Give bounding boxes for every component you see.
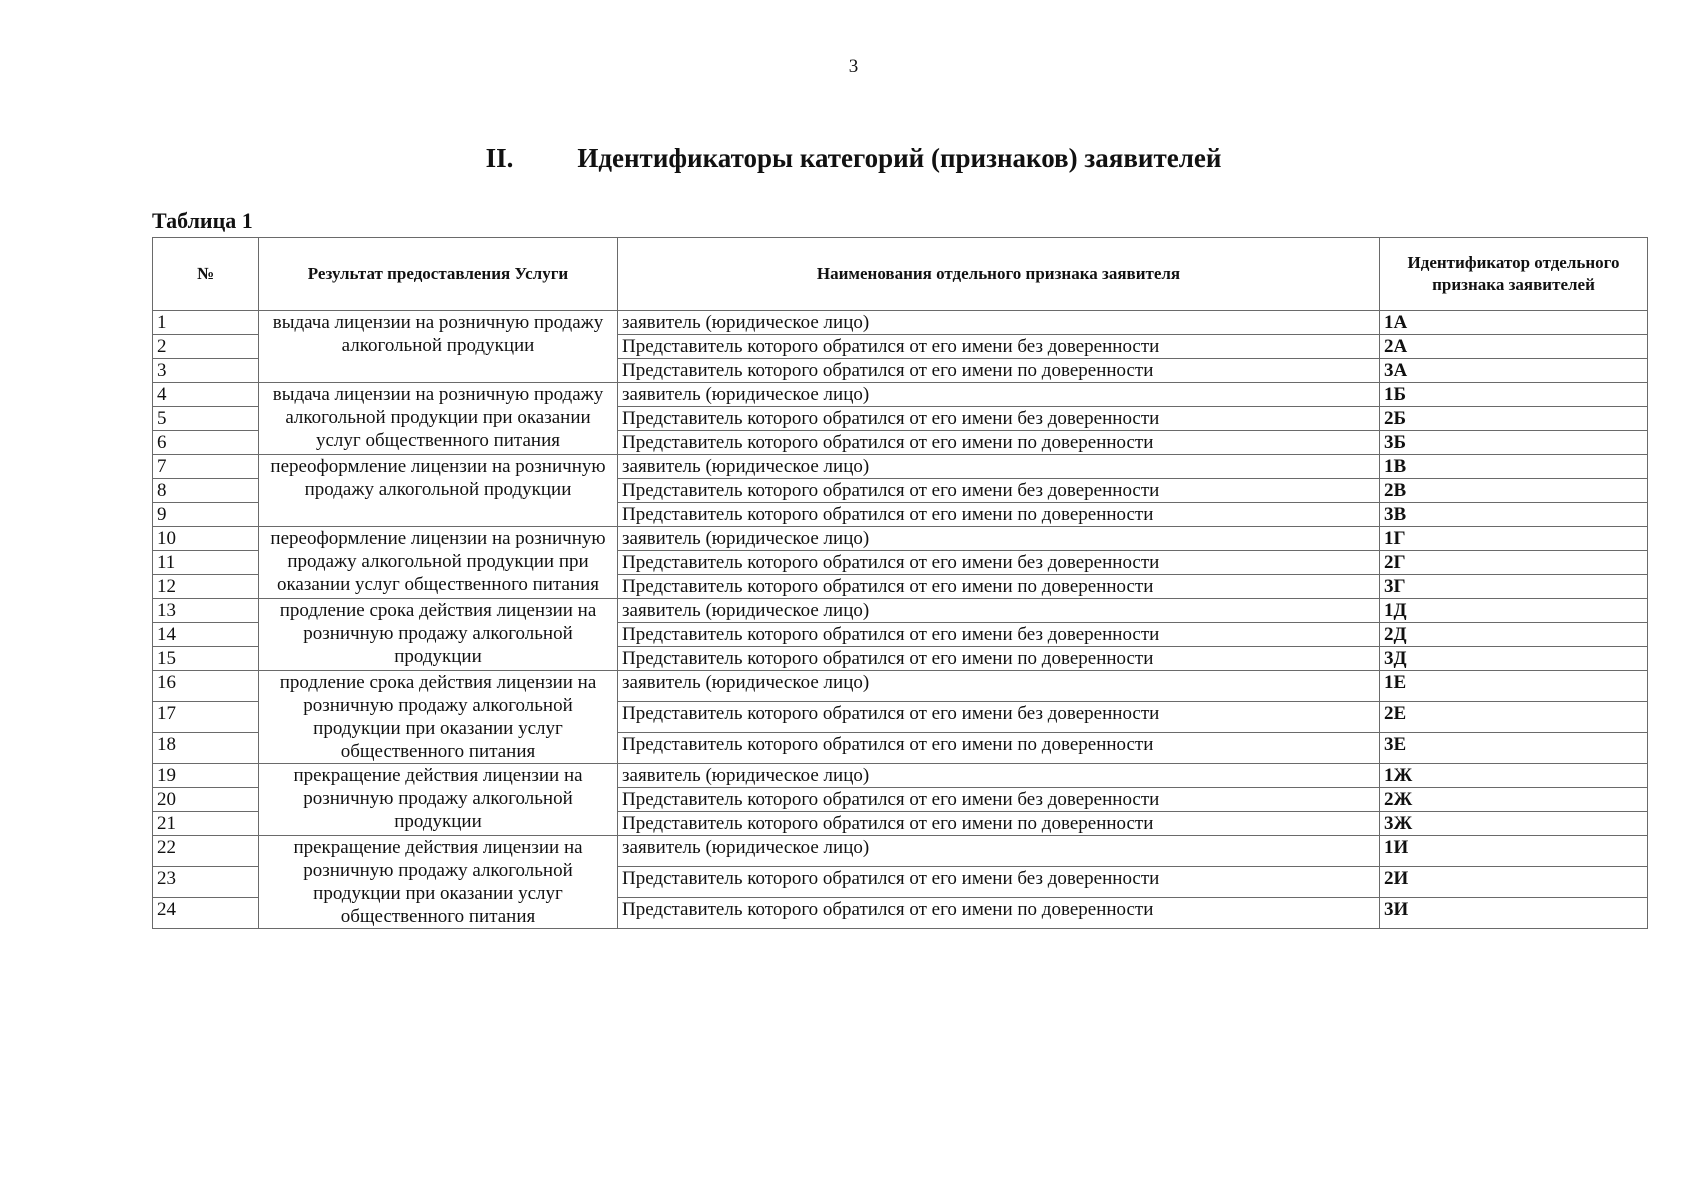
row-number: 22 <box>153 836 259 867</box>
applicant-feature: Представитель которого обратился от его имени по доверенности <box>618 575 1380 599</box>
applicant-feature: Представитель которого обратился от его имени без доверенности <box>618 788 1380 812</box>
feature-identifier: 3А <box>1380 359 1648 383</box>
table-row <box>153 599 1648 623</box>
feature-identifier: 1В <box>1380 455 1648 479</box>
feature-identifier: 1Е <box>1380 671 1648 702</box>
applicant-feature: заявитель (юридическое лицо) <box>618 455 1380 479</box>
feature-identifier: 3В <box>1380 503 1648 527</box>
row-number: 14 <box>153 623 259 647</box>
row-number: 3 <box>153 359 259 383</box>
applicant-feature: Представитель которого обратился от его имени по доверенности <box>618 733 1380 764</box>
row-number: 9 <box>153 503 259 527</box>
table-row <box>153 455 1648 479</box>
feature-identifier: 3И <box>1380 898 1648 929</box>
row-number: 18 <box>153 733 259 764</box>
applicant-feature: Представитель которого обратился от его имени без доверенности <box>618 623 1380 647</box>
feature-identifier: 2Б <box>1380 407 1648 431</box>
section-title-text: Идентификаторы категорий (признаков) заявителей <box>577 143 1222 173</box>
service-result: выдача лицензии на розничную продажу алкогольной продукции при оказании услуг общественного питания <box>259 383 618 455</box>
table-caption: Таблица 1 <box>152 208 253 233</box>
service-result: выдача лицензии на розничную продажу алкогольной продукции <box>259 311 618 383</box>
row-number: 21 <box>153 812 259 836</box>
row-number: 19 <box>153 764 259 788</box>
service-result: прекращение действия лицензии на розничную продажу алкогольной продукции <box>259 764 618 836</box>
feature-identifier: 2Г <box>1380 551 1648 575</box>
applicant-feature: Представитель которого обратился от его имени без доверенности <box>618 551 1380 575</box>
row-number: 15 <box>153 647 259 671</box>
feature-identifier: 3Ж <box>1380 812 1648 836</box>
section-title <box>0 143 1707 174</box>
feature-identifier: 1А <box>1380 311 1648 335</box>
applicant-feature: Представитель которого обратился от его имени без доверенности <box>618 335 1380 359</box>
row-number: 10 <box>153 527 259 551</box>
row-number: 8 <box>153 479 259 503</box>
row-number: 2 <box>153 335 259 359</box>
table-body <box>153 311 1648 929</box>
applicant-feature: Представитель которого обратился от его имени по доверенности <box>618 503 1380 527</box>
row-number: 7 <box>153 455 259 479</box>
feature-identifier: 2В <box>1380 479 1648 503</box>
applicant-feature: Представитель которого обратился от его имени без доверенности <box>618 867 1380 898</box>
table-row <box>153 527 1648 551</box>
header-code: Идентификатор отдельного признака заявителей <box>1380 238 1648 311</box>
row-number: 4 <box>153 383 259 407</box>
applicant-feature: Представитель которого обратился от его имени по доверенности <box>618 431 1380 455</box>
row-number: 1 <box>153 311 259 335</box>
applicant-feature: заявитель (юридическое лицо) <box>618 383 1380 407</box>
feature-identifier: 2Ж <box>1380 788 1648 812</box>
service-result: прекращение действия лицензии на розничную продажу алкогольной продукции при оказании услуг общественного питания <box>259 836 618 929</box>
table-header-row <box>153 238 1648 311</box>
header-feature: Наименования отдельного признака заявителя <box>618 238 1380 311</box>
row-number: 24 <box>153 898 259 929</box>
section-roman-numeral: II. <box>485 143 514 173</box>
row-number: 17 <box>153 702 259 733</box>
applicant-feature: заявитель (юридическое лицо) <box>618 671 1380 702</box>
service-result: продление срока действия лицензии на розничную продажу алкогольной продукции при оказании услуг общественного питания <box>259 671 618 764</box>
feature-identifier: 1И <box>1380 836 1648 867</box>
feature-identifier: 1Ж <box>1380 764 1648 788</box>
applicant-feature: заявитель (юридическое лицо) <box>618 527 1380 551</box>
applicant-feature: Представитель которого обратился от его имени без доверенности <box>618 702 1380 733</box>
feature-identifier: 3Д <box>1380 647 1648 671</box>
service-result: переоформление лицензии на розничную продажу алкогольной продукции при оказании услуг общественного питания <box>259 527 618 599</box>
table-row <box>153 383 1648 407</box>
applicant-feature: Представитель которого обратился от его имени по доверенности <box>618 647 1380 671</box>
service-result: продление срока действия лицензии на розничную продажу алкогольной продукции <box>259 599 618 671</box>
row-number: 20 <box>153 788 259 812</box>
applicant-feature: Представитель которого обратился от его имени без доверенности <box>618 407 1380 431</box>
header-result: Результат предоставления Услуги <box>259 238 618 311</box>
feature-identifier: 2Д <box>1380 623 1648 647</box>
table-row <box>153 671 1648 702</box>
row-number: 12 <box>153 575 259 599</box>
applicant-feature: заявитель (юридическое лицо) <box>618 836 1380 867</box>
table-row <box>153 836 1648 867</box>
feature-identifier: 2И <box>1380 867 1648 898</box>
row-number: 16 <box>153 671 259 702</box>
applicant-feature: заявитель (юридическое лицо) <box>618 599 1380 623</box>
applicant-identifiers-table <box>152 237 1648 929</box>
feature-identifier: 2Е <box>1380 702 1648 733</box>
row-number: 23 <box>153 867 259 898</box>
page-number: 3 <box>848 56 859 77</box>
feature-identifier: 3Е <box>1380 733 1648 764</box>
applicant-feature: заявитель (юридическое лицо) <box>618 311 1380 335</box>
service-result: переоформление лицензии на розничную продажу алкогольной продукции <box>259 455 618 527</box>
row-number: 13 <box>153 599 259 623</box>
row-number: 6 <box>153 431 259 455</box>
feature-identifier: 3Б <box>1380 431 1648 455</box>
applicant-feature: Представитель которого обратился от его имени по доверенности <box>618 898 1380 929</box>
applicant-feature: Представитель которого обратился от его имени по доверенности <box>618 812 1380 836</box>
feature-identifier: 1Б <box>1380 383 1648 407</box>
feature-identifier: 3Г <box>1380 575 1648 599</box>
feature-identifier: 1Д <box>1380 599 1648 623</box>
applicant-feature: Представитель которого обратился от его имени без доверенности <box>618 479 1380 503</box>
applicant-feature: заявитель (юридическое лицо) <box>618 764 1380 788</box>
applicant-feature: Представитель которого обратился от его имени по доверенности <box>618 359 1380 383</box>
row-number: 11 <box>153 551 259 575</box>
table-row <box>153 311 1648 335</box>
feature-identifier: 2А <box>1380 335 1648 359</box>
table-row <box>153 764 1648 788</box>
row-number: 5 <box>153 407 259 431</box>
header-num: № <box>153 238 259 311</box>
feature-identifier: 1Г <box>1380 527 1648 551</box>
